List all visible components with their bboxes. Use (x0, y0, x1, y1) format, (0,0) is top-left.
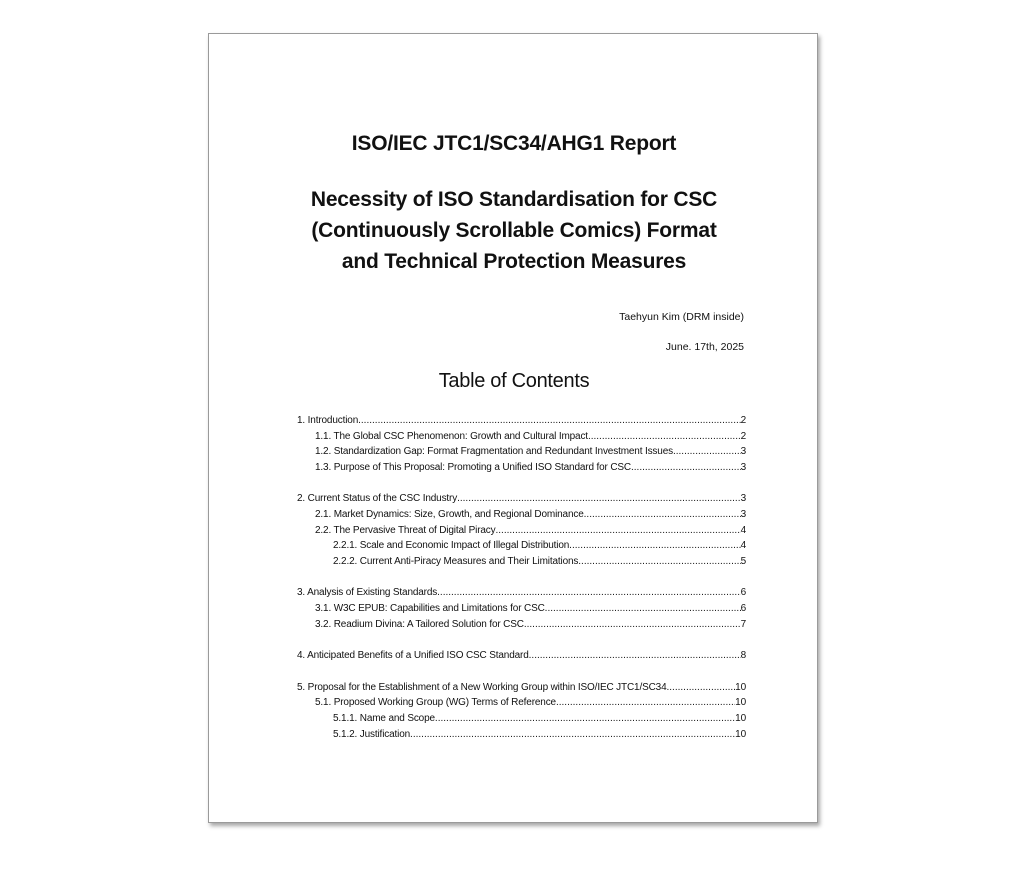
toc-entry[interactable] (315, 601, 746, 616)
toc-leader-dots (524, 617, 741, 632)
toc-entry-title: 1.3. Purpose of This Proposal: Promoting a Unified ISO Standard for CSC (315, 461, 631, 473)
toc-entry-page: 3 (740, 509, 746, 520)
toc-leader-dots (667, 680, 736, 695)
toc-entry[interactable] (315, 444, 746, 459)
toc-leader-dots (435, 711, 735, 726)
toc-leader-dots (588, 429, 741, 444)
toc-entry[interactable] (315, 695, 746, 710)
toc-leader-dots (545, 601, 741, 616)
toc-entry[interactable] (315, 460, 746, 475)
toc-entry-page: 2 (740, 415, 746, 426)
toc-entry-page: 7 (740, 618, 746, 630)
toc-leader-dots (578, 554, 740, 569)
toc-entry-page: 4 (740, 524, 746, 536)
toc-leader-dots (410, 727, 735, 742)
author-line: Taehyun Kim (DRM inside) (619, 311, 744, 323)
toc-entry-title: 5. Proposal for the Establishment of a New Working Group within ISO/IEC JTC1/SC34 (297, 681, 667, 693)
toc-entry[interactable] (333, 554, 746, 569)
toc-entry-title: 1.1. The Global CSC Phenomenon: Growth and Cultural Impact (315, 430, 588, 442)
toc-entry-page: 4 (740, 540, 746, 552)
toc-leader-dots (569, 538, 740, 553)
toc-entry-title: 2.2.1. Scale and Economic Impact of Illegal Distribution (333, 540, 570, 552)
toc-entry-title: 1.2. Standardization Gap: Format Fragmentation and Redundant Investment Issues (315, 446, 673, 458)
toc-entry-title: 2.1. Market Dynamics: Size, Growth, and Regional Dominance (315, 509, 584, 520)
toc-leader-dots (496, 523, 741, 538)
toc-entry-title: 3.2. Readium Divina: A Tailored Solution for CSC (315, 618, 524, 630)
toc-entry-page: 3 (740, 446, 746, 458)
toc-entry[interactable] (315, 523, 746, 538)
toc-entry[interactable] (333, 727, 746, 742)
toc-leader-dots (457, 491, 740, 506)
title-line: (Continuously Scrollable Comics) Format (311, 219, 717, 242)
toc-entry-page: 2 (740, 430, 746, 442)
toc-heading: Table of Contents (438, 370, 590, 392)
toc-entry-page: 10 (735, 681, 746, 693)
toc-entry-page: 6 (740, 603, 746, 614)
toc-entry-title: 2.2.2. Current Anti-Piracy Measures and Their Limitations (333, 555, 579, 567)
toc-leader-dots (673, 444, 741, 459)
toc-entry-page: 3 (740, 493, 746, 505)
toc-leader-dots (631, 460, 741, 475)
toc-leader-dots (437, 585, 740, 600)
toc-leader-dots (584, 507, 741, 522)
toc-entry[interactable] (297, 491, 746, 506)
toc-entry[interactable] (297, 680, 746, 695)
toc-entry-title: 2.2. The Pervasive Threat of Digital Piracy (315, 524, 496, 536)
toc-entry-title: 5.1. Proposed Working Group (WG) Terms of Reference (315, 697, 556, 709)
toc-entry[interactable] (333, 711, 746, 726)
toc-entry-title: 3. Analysis of Existing Standards (297, 587, 438, 599)
toc-entry-page: 3 (740, 461, 746, 473)
toc-entry-page: 10 (735, 728, 746, 740)
toc-entry[interactable] (333, 538, 746, 553)
title-line: and Technical Protection Measures (341, 250, 687, 273)
toc-entry-page: 5 (740, 555, 746, 567)
toc-entry[interactable] (315, 429, 746, 444)
title-line: Necessity of ISO Standardisation for CSC (310, 188, 718, 211)
date-line: June. 17th, 2025 (665, 341, 744, 353)
document-page (208, 33, 818, 823)
toc-entry[interactable] (297, 413, 746, 428)
toc-entry-title: 5.1.2. Justification (333, 728, 411, 740)
toc-entry-title: 5.1.1. Name and Scope (333, 713, 435, 724)
report-title: ISO/IEC JTC1/SC34/AHG1 Report (351, 132, 677, 155)
toc-entry-page: 8 (740, 650, 746, 662)
toc-leader-dots (358, 413, 740, 428)
toc-leader-dots (556, 695, 735, 710)
toc-entry[interactable] (315, 617, 746, 632)
toc-entry-title: 1. Introduction (297, 415, 359, 426)
toc-entry-title: 2. Current Status of the CSC Industry (297, 493, 458, 505)
toc-entry[interactable] (297, 648, 746, 663)
toc-entry[interactable] (315, 507, 746, 522)
toc-entry-page: 10 (735, 697, 746, 709)
toc-entry-page: 10 (735, 713, 746, 724)
toc-entry-title: 4. Anticipated Benefits of a Unified ISO CSC Standard (297, 650, 529, 662)
toc-entry[interactable] (297, 585, 746, 600)
toc-leader-dots (529, 648, 741, 663)
toc-entry-title: 3.1. W3C EPUB: Capabilities and Limitations for CSC (315, 603, 545, 614)
toc-entry-page: 6 (740, 587, 746, 599)
document-title (209, 184, 819, 277)
